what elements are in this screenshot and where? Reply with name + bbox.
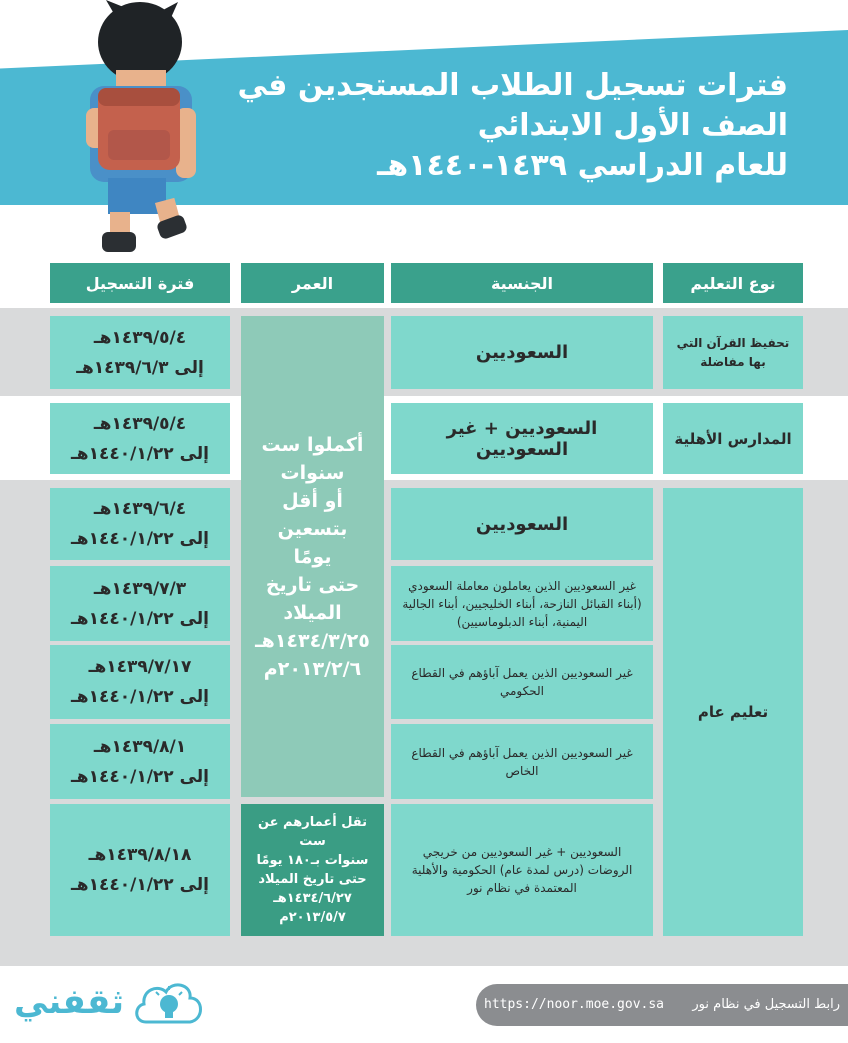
header-education-type: نوع التعليم [663,263,803,303]
title-line-2: الصف الأول الابتدائي [477,108,788,143]
brand-logo-text: ثقفني [14,982,124,1022]
period-row-2 [50,403,230,474]
age-main-line: أو أقل بتسعين [277,489,348,540]
period-to: إلى ١٤٤٠/١/٢٢هـ [71,608,209,629]
period-to: إلى ١٤٤٠/١/٢٢هـ [71,875,209,895]
period-from: ١٤٣٩/٨/١هـ [93,736,187,757]
age-kg-line: تقل أعمارهم عن ست [257,815,368,849]
period-from: ١٤٣٩/٧/٣هـ [93,578,187,599]
period-to: إلى ١٤٤٠/١/٢٢هـ [71,443,209,464]
title-line-1: فترات تسجيل الطلاب المستجدين في [237,68,788,103]
period-row-4 [50,566,230,641]
nationality-row-6: غير السعوديين الذين يعمل آباؤهم في القطاع الخاص [391,724,653,799]
student-illustration [78,0,208,260]
age-kg-line: سنوات بـ١٨٠ يومًا [256,853,369,868]
age-main-line: حتى تاريخ الميلاد [265,573,360,624]
age-main-line: سنوات [280,461,345,484]
lightbulb-cloud-icon [132,978,206,1032]
age-kg-line: ٢٠١٣/٥/٧م [279,910,346,925]
period-from: ١٤٣٩/٨/١٨هـ [88,845,192,865]
type-quran: تحفيظ القرآن التي بها مفاضلة [663,316,803,389]
noor-url-link[interactable]: https://noor.moe.gov.sa [484,997,665,1012]
header-registration-period: فترة التسجيل [50,263,230,303]
age-main-line: يومًا [293,545,332,568]
age-main-line: ٢٠١٣/٢/٦م [263,657,362,680]
nationality-row-2: السعوديين + غير السعوديين [391,403,653,474]
age-kg-line: ١٤٣٤/٦/٢٧هـ [273,891,352,906]
nationality-row-5: غير السعوديين الذين يعمل آباؤهم في القطاع الحكومي [391,645,653,719]
period-to: إلى ١٤٤٠/١/٢٢هـ [71,687,209,707]
period-from: ١٤٣٩/٥/٤هـ [93,327,187,348]
type-general: تعليم عام [663,488,803,936]
nationality-row-7: السعوديين + غير السعوديين من خريجي الروضات (درس لمدة عام) الحكومية والأهلية المعتمدة في نظام نور [391,804,653,936]
period-to: إلى ١٤٤٠/١/٢٢هـ [71,766,209,787]
period-row-3 [50,488,230,560]
period-row-6 [50,724,230,799]
age-kg-line: حتى تاريخ الميلاد [258,872,367,887]
period-row-7 [50,804,230,936]
title-line-3: للعام الدراسي ١٤٣٩-١٤٤٠هـ [377,148,788,183]
age-main-line: أكملوا ست [261,433,364,456]
nationality-row-1: السعوديين [391,316,653,389]
period-from: ١٤٣٩/٦/٤هـ [93,499,187,519]
header-nationality: الجنسية [391,263,653,303]
nationality-row-4: غير السعوديين الذين يعاملون معاملة السعودي (أبناء القبائل النازحة، أبناء الخليجيين، أبناء الجالية اليمنية، أبناء الدبلوماسيين) [391,566,653,641]
nationality-row-3: السعوديين [391,488,653,560]
period-to: إلى ١٤٤٠/١/٢٢هـ [71,529,209,549]
type-private: المدارس الأهلية [663,403,803,474]
period-row-5 [50,645,230,719]
header-age: العمر [241,263,384,303]
period-to: إلى ١٤٣٩/٦/٣هـ [76,357,204,378]
age-main [241,316,384,797]
age-main-line: ١٤٣٤/٣/٢٥هـ [255,629,370,652]
registration-link-label: رابط التسجيل في نظام نور [692,997,840,1012]
age-kindergarten [241,804,384,936]
period-from: ١٤٣٩/٧/١٧هـ [88,657,192,677]
page-title [228,66,788,186]
period-row-1 [50,316,230,389]
period-from: ١٤٣٩/٥/٤هـ [93,413,187,434]
